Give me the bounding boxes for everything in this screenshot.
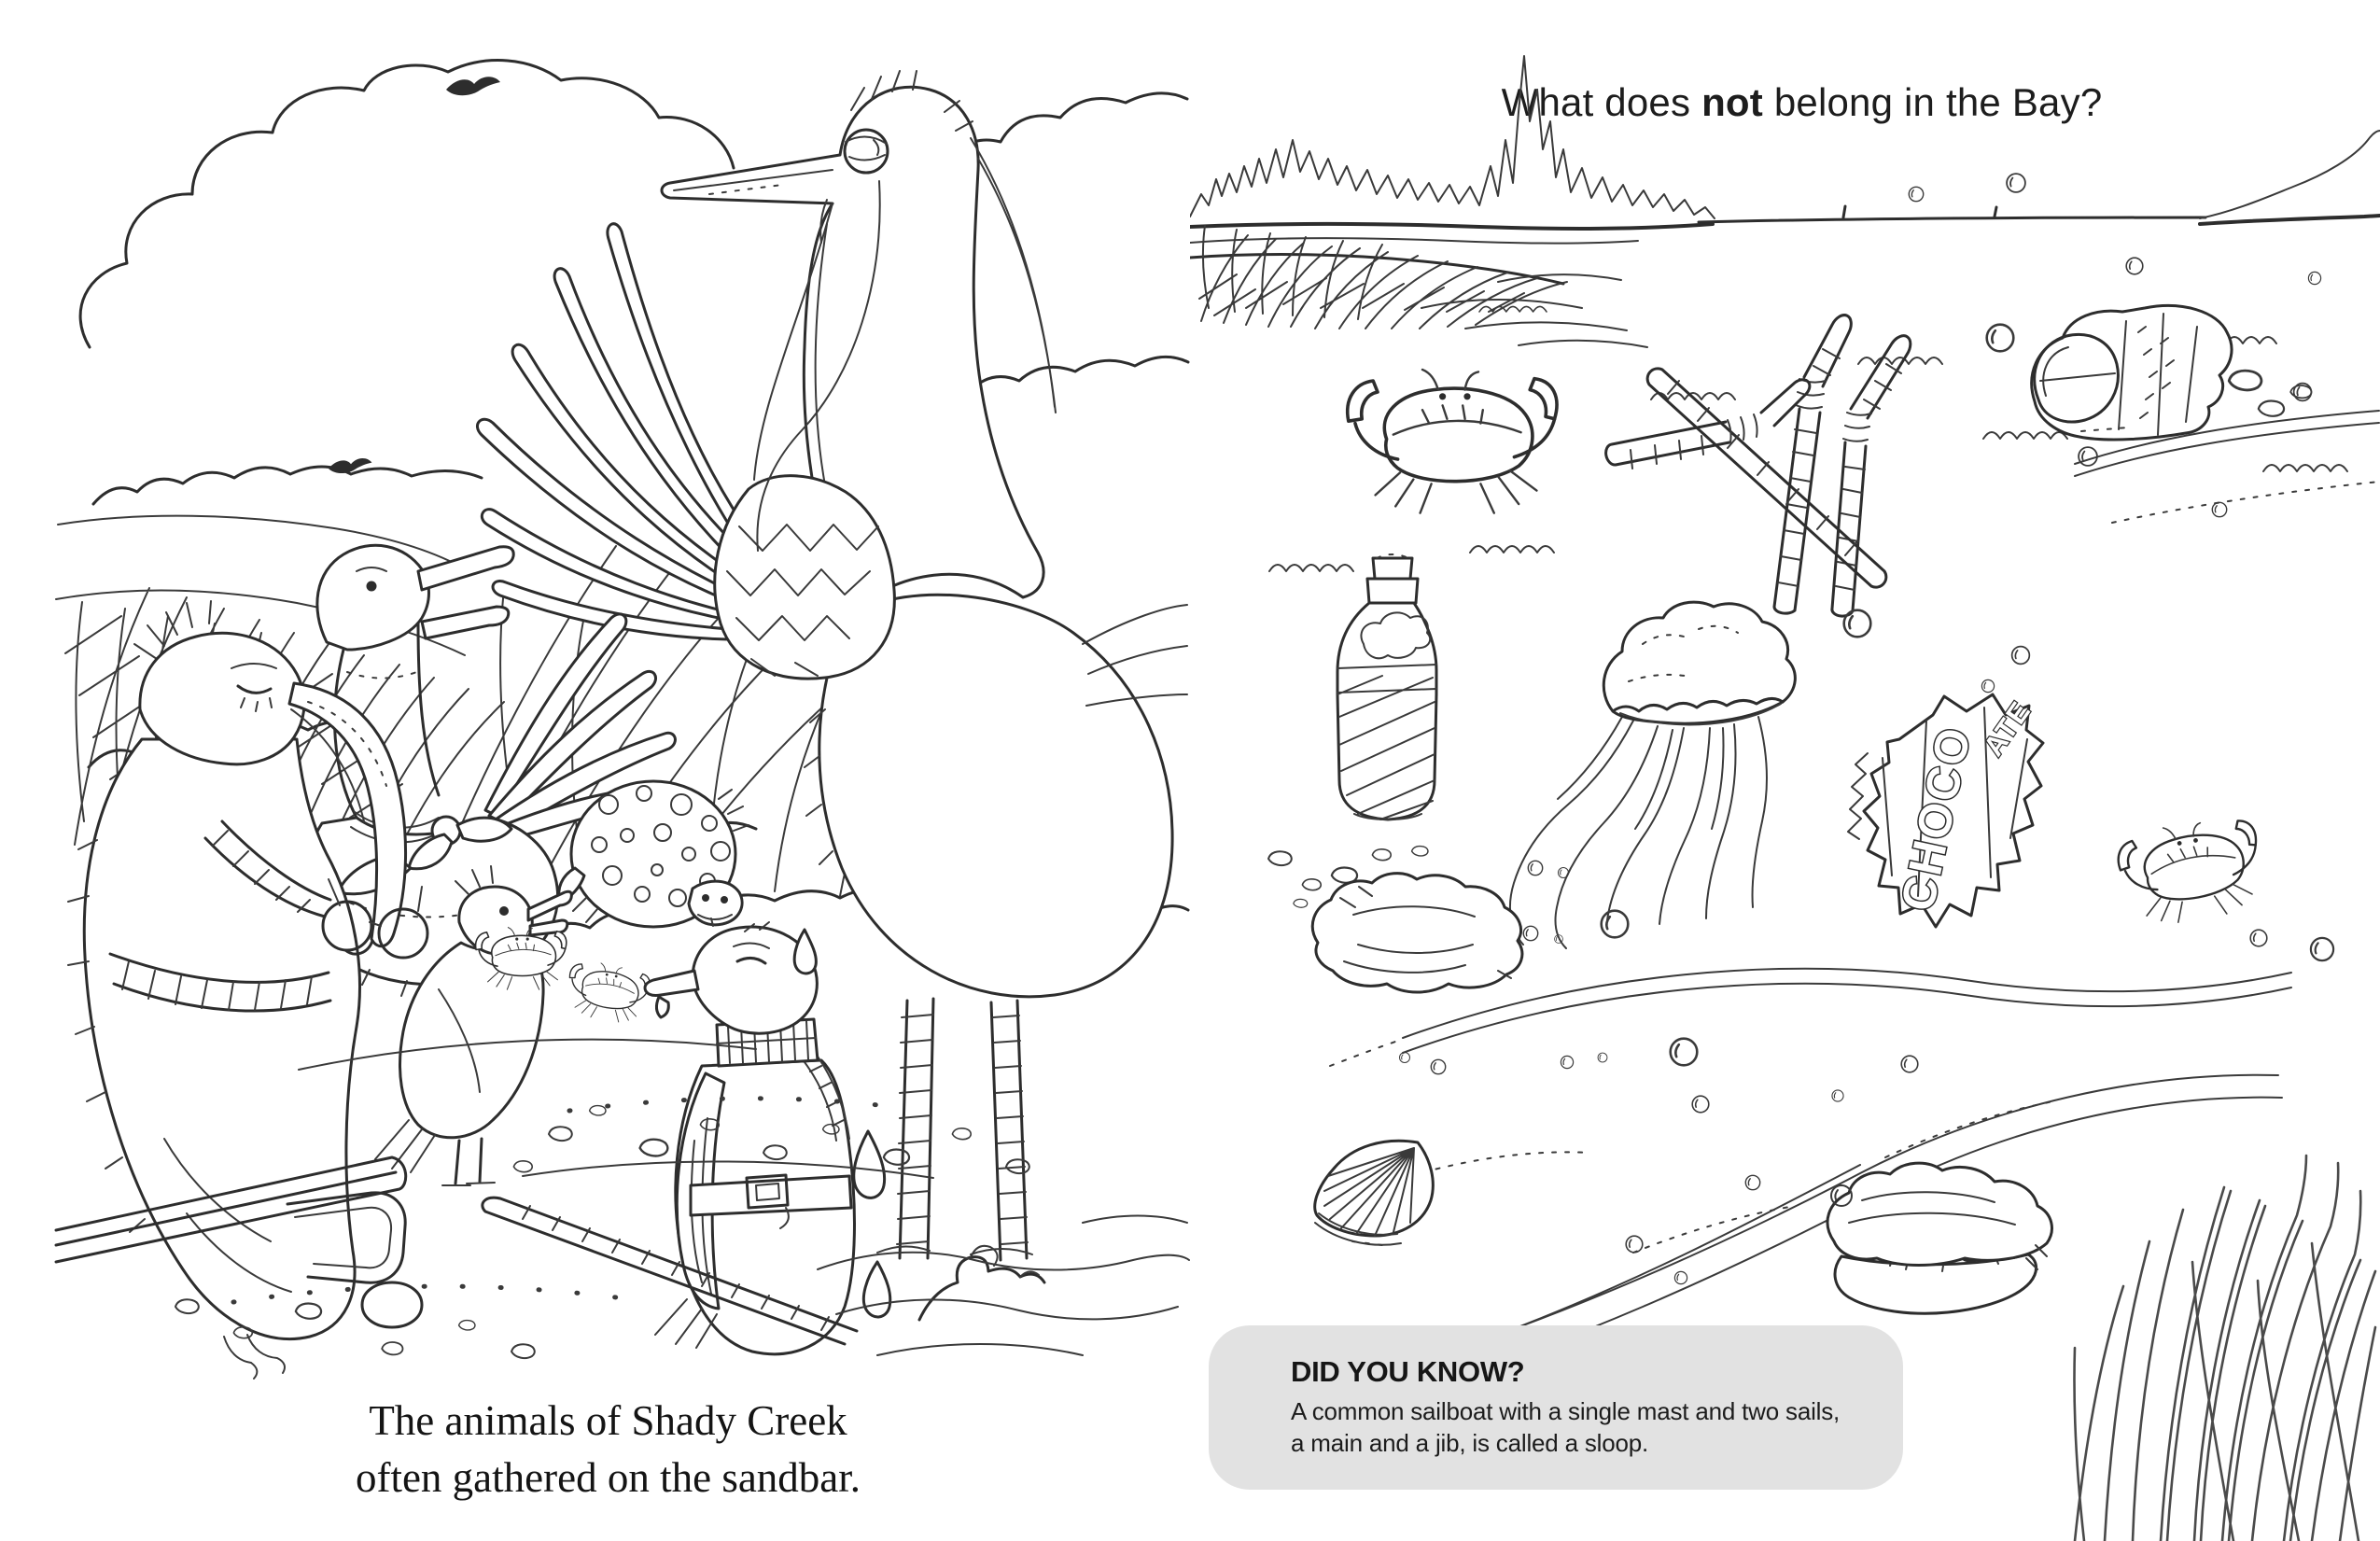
wrapper-word-choco: CHOCO <box>1891 721 1981 916</box>
title-bold-word: not <box>1701 80 1763 124</box>
title-prefix: What does <box>1501 80 1702 124</box>
flying-gulls-icon <box>329 77 500 473</box>
oyster-shell-icon <box>1312 874 1522 992</box>
heron-legs <box>897 999 1028 1260</box>
wrapper-word-ate: ATE <box>1978 694 2038 763</box>
did-you-know-box <box>1209 1325 1903 1490</box>
clam-shell-icon <box>1315 1141 1434 1245</box>
shoreline <box>1190 56 2380 347</box>
cup-trash-bits <box>2229 371 2311 416</box>
chocolate-wrapper-icon <box>1848 694 2043 927</box>
did-you-know-heading: DID YOU KNOW? <box>1291 1355 1525 1388</box>
left-page-caption <box>13 1393 1203 1506</box>
plastic-bottle-icon <box>1337 554 1436 820</box>
title-suffix: belong in the Bay? <box>1762 80 2103 124</box>
eelgrass <box>2074 1156 2375 1541</box>
right-illustration <box>1190 0 2380 1541</box>
crushed-cup-icon <box>2032 306 2232 440</box>
did-you-know-line-1: A common sailboat with a single mast and two sails, <box>1291 1397 1841 1425</box>
duck-in-sweater <box>645 922 890 1354</box>
caption-line-1: The animals of Shady Creek <box>369 1397 847 1444</box>
current-lines-mid <box>1330 969 2291 1172</box>
jellyfish-icon <box>1510 602 1795 948</box>
did-you-know-line-2: a main and a jib, is called a sloop. <box>1291 1428 1649 1457</box>
crab-small-icon <box>2114 812 2268 931</box>
crab-large-icon <box>1348 370 1557 513</box>
plastic-straws-icon <box>1606 315 1911 616</box>
oyster-with-eyes-icon <box>1827 1163 2051 1313</box>
right-page <box>1190 0 2380 1541</box>
caption-line-2: often gathered on the sandbar. <box>355 1454 861 1502</box>
